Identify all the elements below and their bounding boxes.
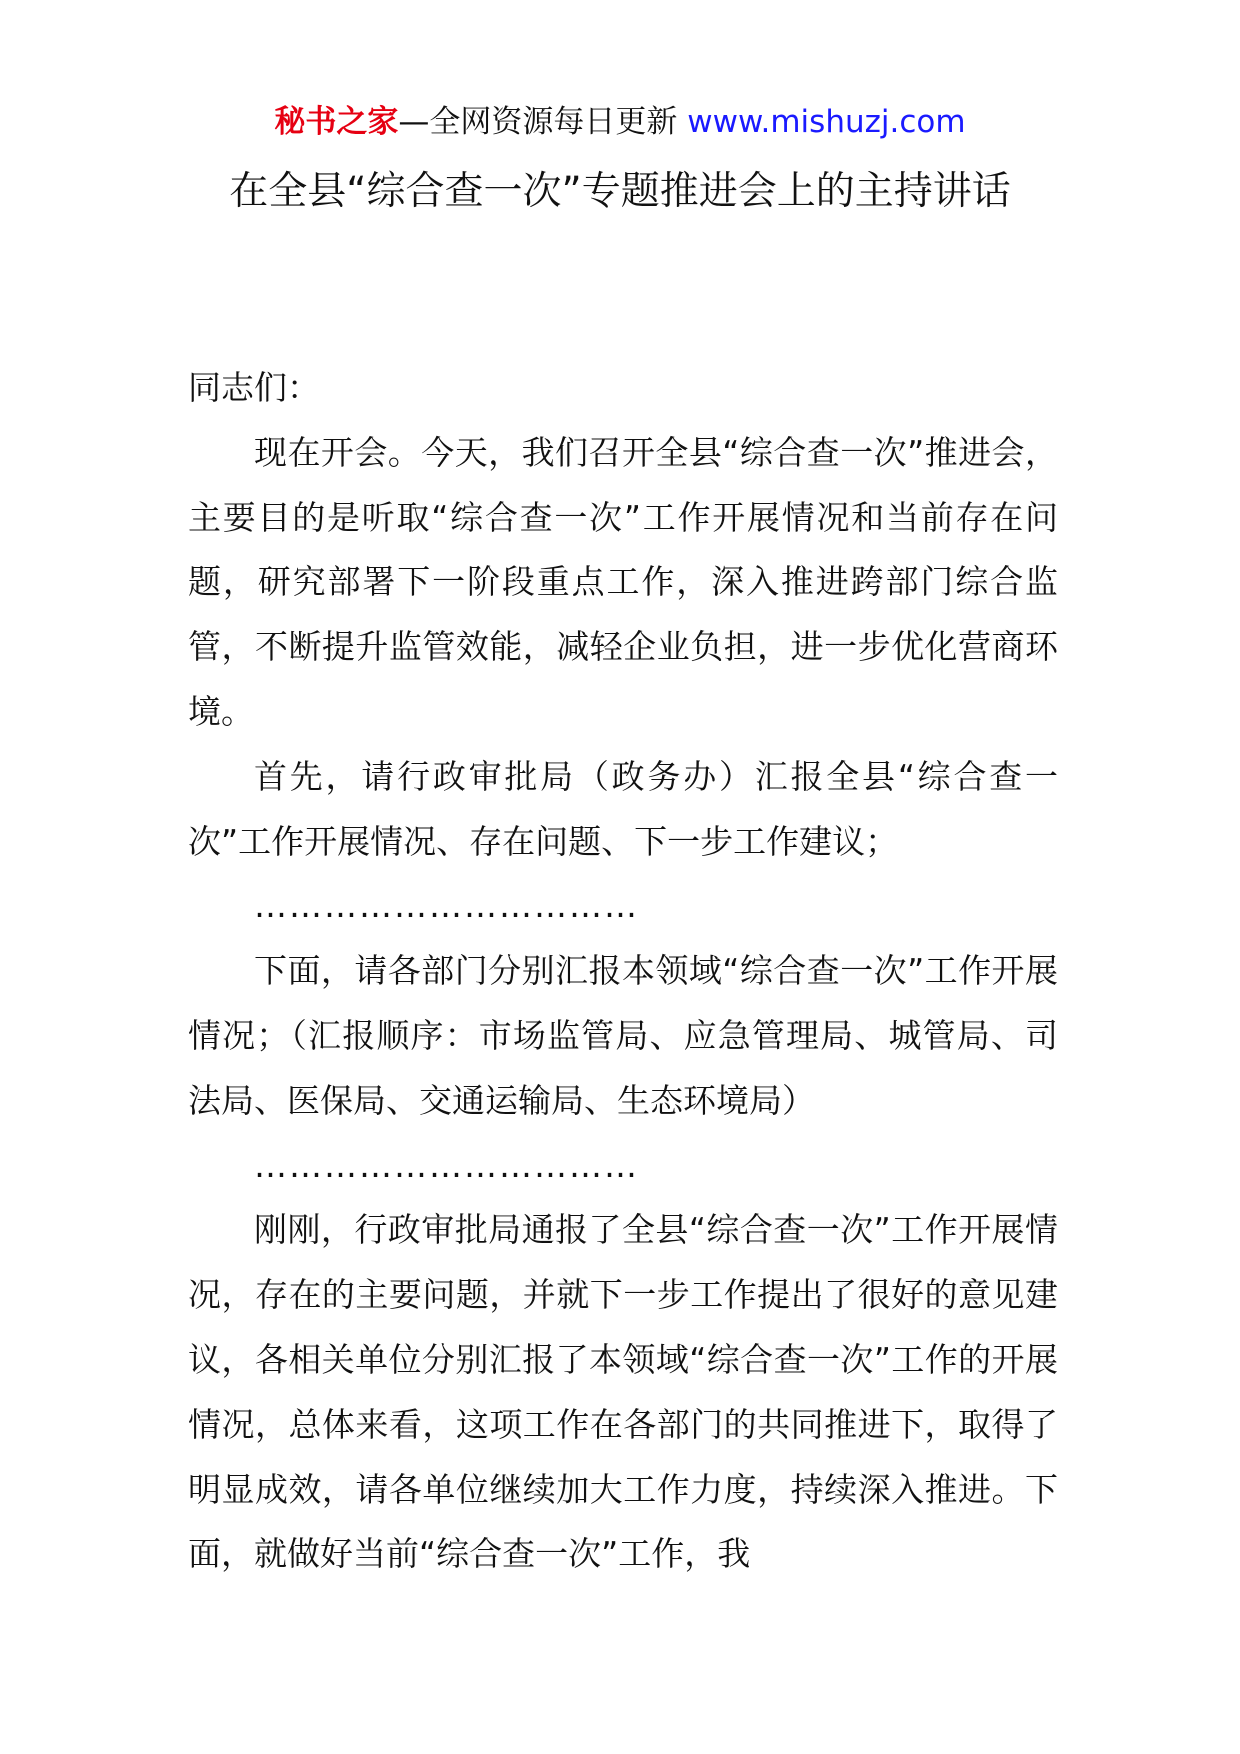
ellipsis-separator: …………………………… (254, 886, 639, 926)
paragraph-summary: 刚刚，行政审批局通报了全县“综合查一次”工作开展情况，存在的主要问题，并就下一步工作提出了很好的意见建议，各相关单位分别汇报了本领域“综合查一次”工作的开展情况，总体来看，这项工作在各部门的共同推进下，取得了明显成效，请各单位继续加大工作力度，持续深入推进。下面，就做好当前“综合查一次”工作，我 (188, 1210, 1058, 1574)
document-body (188, 356, 1058, 1587)
brand-name: 秘书之家 (274, 104, 399, 140)
document-title: 在全县“综合查一次”专题推进会上的主持讲话 (229, 169, 1011, 214)
paragraph-opening: 现在开会。今天，我们召开全县“综合查一次”推进会，主要目的是听取“综合查一次”工作开展情况和当前存在问题，研究部署下一阶段重点工作，深入推进跨部门综合监管，不断提升监管效能，减轻企业负担，进一步优化营商环境。 (188, 432, 1058, 731)
site-header (0, 100, 1240, 144)
ellipsis-separator: …………………………… (254, 1145, 639, 1185)
site-url-link[interactable]: www.mishuzj.com (687, 104, 966, 140)
paragraph-department-reports: 下面，请各部门分别汇报本领域“综合查一次”工作开展情况；（汇报顺序：市场监管局、应急管理局、城管局、司法局、医保局、交通运输局、生态环境局） (188, 951, 1058, 1120)
site-slogan: —全网资源每日更新 (398, 104, 688, 140)
paragraph-first-report: 首先，请行政审批局（政务办）汇报全县“综合查一次”工作开展情况、存在问题、下一步工作建议； (188, 756, 1058, 861)
salutation: 同志们： (188, 368, 320, 407)
